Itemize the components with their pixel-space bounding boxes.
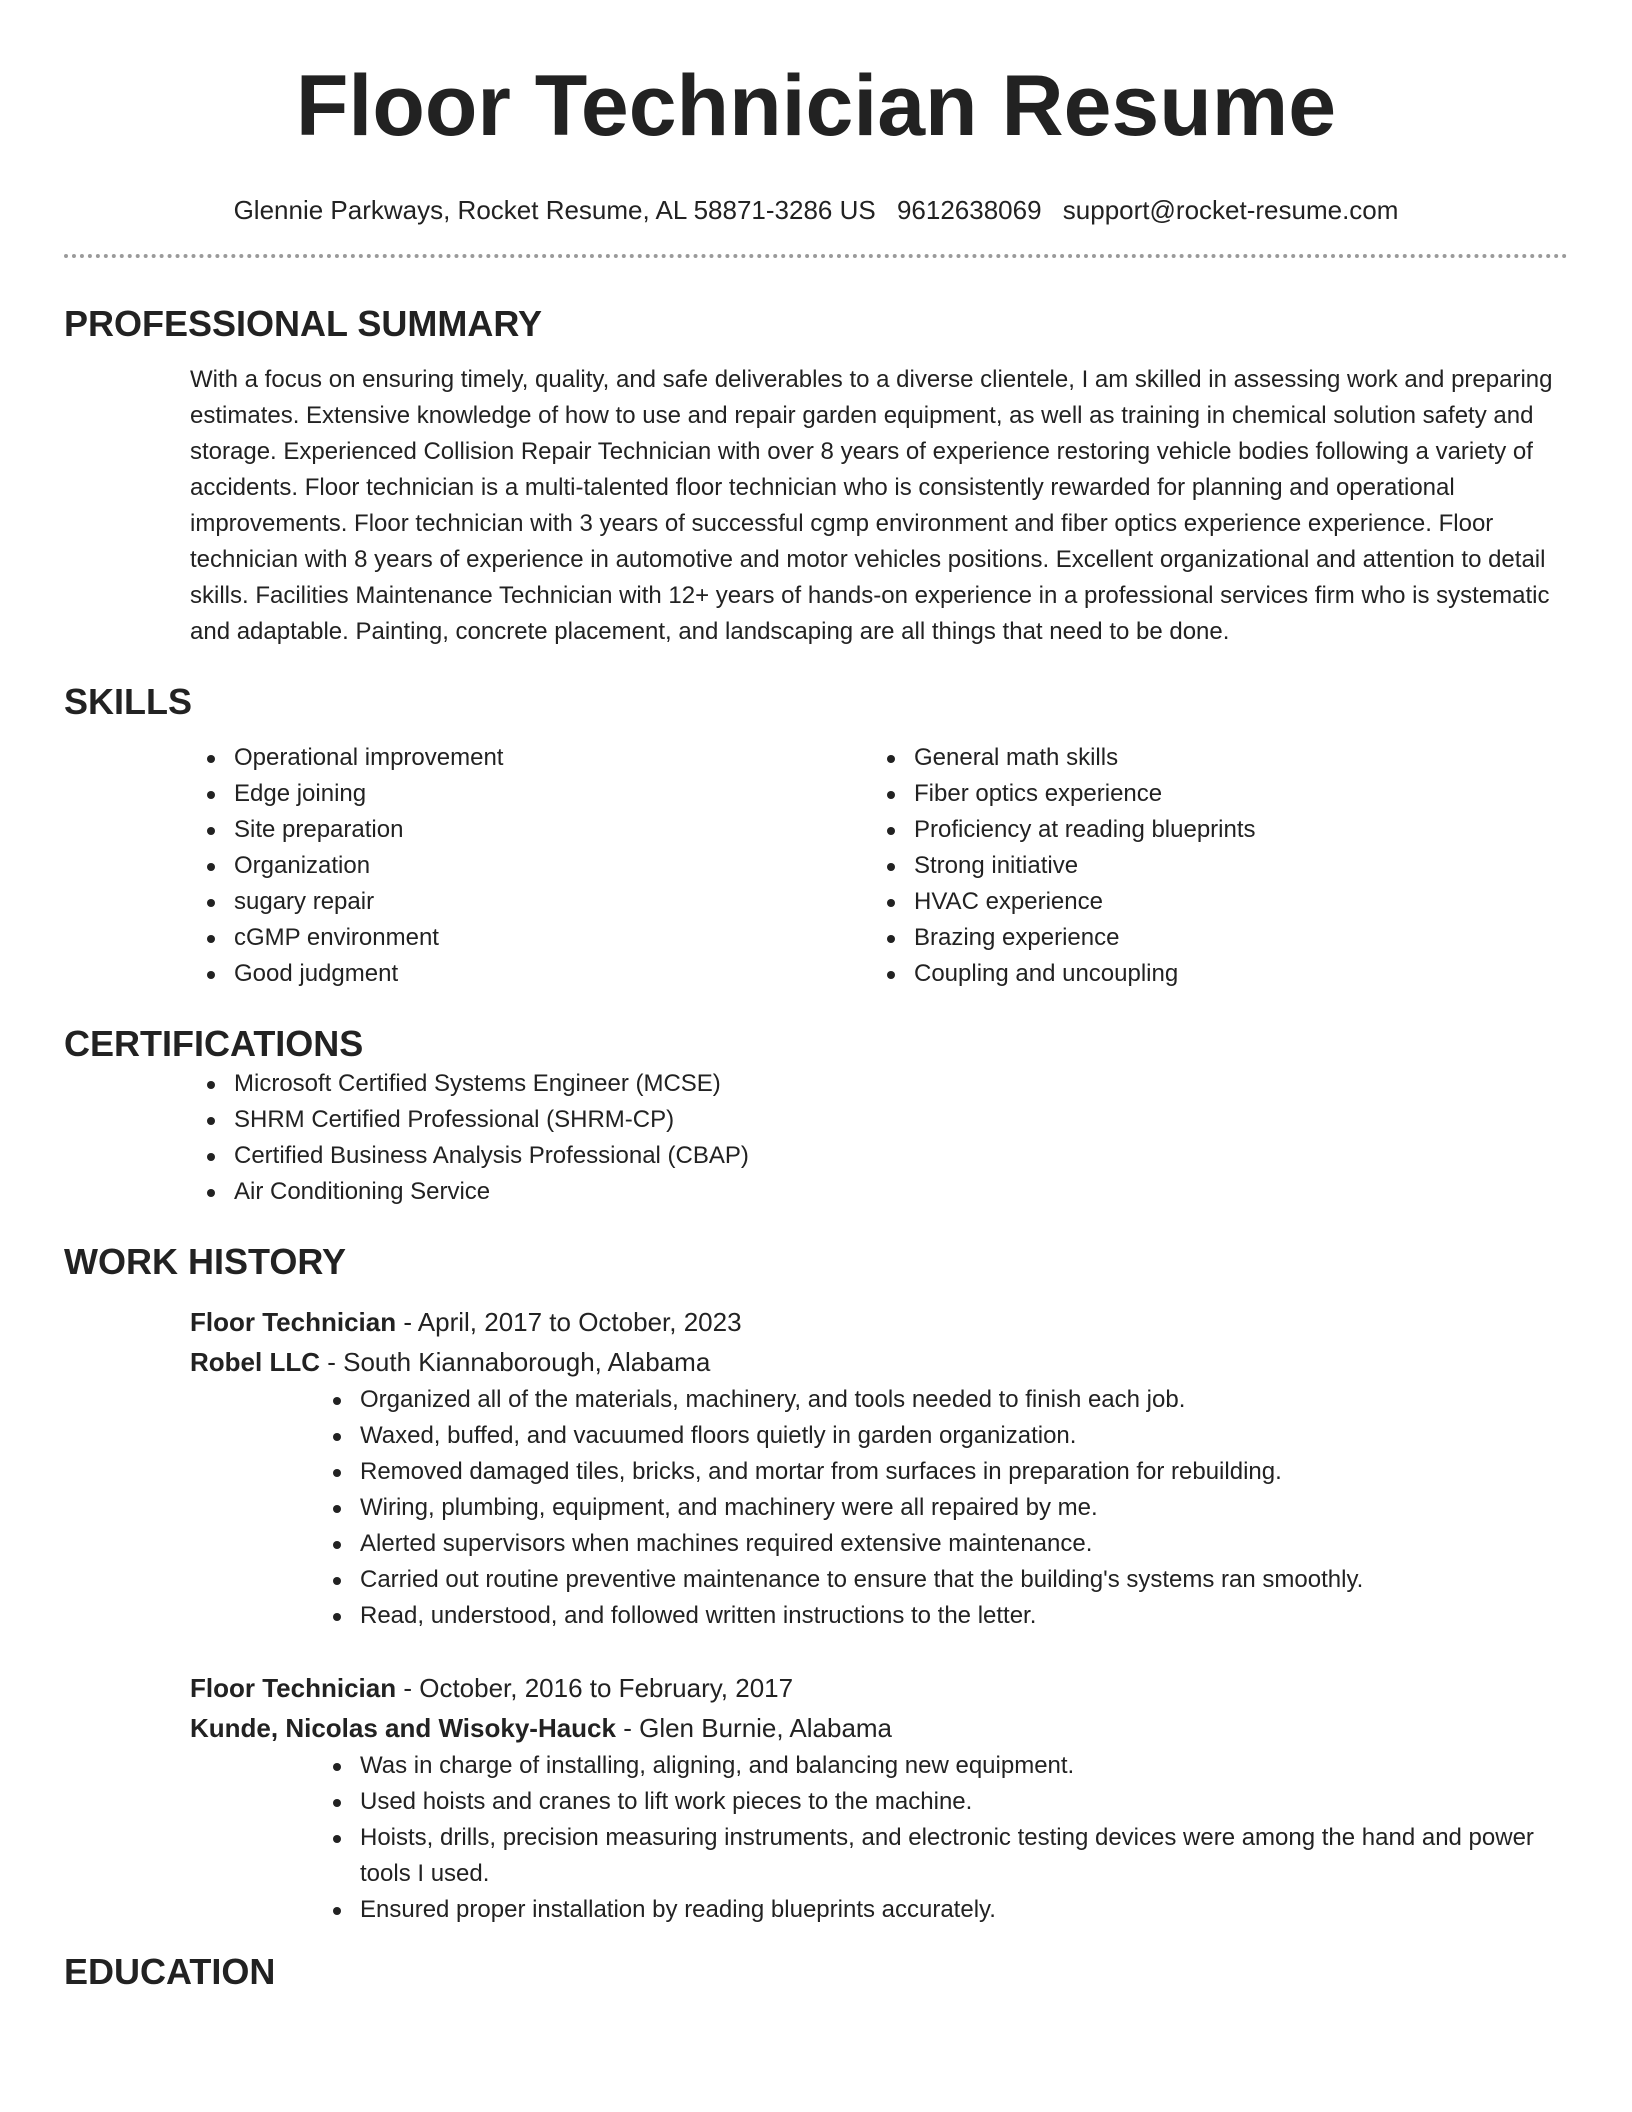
job-duty: Removed damaged tiles, bricks, and mortar from surfaces in preparation for rebuilding. (190, 1454, 1568, 1490)
job-duty: Alerted supervisors when machines required extensive maintenance. (190, 1526, 1568, 1562)
contact-line (64, 192, 1568, 228)
summary-text: With a focus on ensuring timely, quality, and safe deliverables to a diverse clientele, I am skilled in assessing work and preparing estimates. Extensive knowledge of how to use and repair garden equipment, as well as training in chemical solution safety and storage. Experienced Collision Repair Technician with over 8 years of experience restoring vehicle bodies following a variety of accidents. Floor technician is a multi-talented floor technician who is consistently rewarded for planning and operational improvements. Floor technician with 3 years of successful cgmp environment and fiber optics experience experience. Floor technician with 8 years of experience in automotive and motor vehicles positions. Excellent organizational and attention to detail skills. Facilities Maintenance Technician with 12+ years of hands-on experience in a professional services firm who is systematic and adaptable. Painting, concrete placement, and landscaping are all things that need to be done. (190, 366, 1553, 645)
skill-item: Proficiency at reading blueprints (744, 812, 1444, 848)
skill-item: Edge joining (64, 776, 744, 812)
job-company: Kunde, Nicolas and Wisoky-Hauck (190, 1713, 616, 1743)
job-location: - South Kiannaborough, Alabama (320, 1347, 711, 1377)
skill-item: HVAC experience (744, 884, 1444, 920)
job-duty: Waxed, buffed, and vacuumed floors quietly in garden organization. (190, 1418, 1568, 1454)
resume-title: Floor Technician Resume (295, 58, 1337, 154)
certification-item: Microsoft Certified Systems Engineer (MCSE) (64, 1066, 1568, 1102)
job-title: Floor Technician (190, 1307, 397, 1337)
contact-phone: 9612638069 (896, 195, 1042, 225)
header-divider (64, 254, 1568, 258)
job-title: Floor Technician (190, 1673, 397, 1703)
contact-address: Glennie Parkways, Rocket Resume, AL 58871-3286 US (233, 195, 876, 225)
job-dates: - April, 2017 to October, 2023 (396, 1307, 742, 1337)
skills-column-right (744, 740, 1444, 992)
section-heading-work-history: WORK HISTORY (64, 1241, 347, 1282)
job-duty: Ensured proper installation by reading blueprints accurately. (190, 1892, 1568, 1928)
skill-item: cGMP environment (64, 920, 744, 956)
skill-item: sugary repair (64, 884, 744, 920)
skill-item: Fiber optics experience (744, 776, 1444, 812)
skill-item: Coupling and uncoupling (744, 956, 1444, 992)
job-company: Robel LLC (190, 1347, 320, 1377)
job-entry (190, 1302, 1568, 1634)
section-heading-summary: PROFESSIONAL SUMMARY (64, 303, 543, 344)
job-title-line (190, 1668, 1568, 1708)
section-heading-certifications: CERTIFICATIONS (64, 1023, 364, 1064)
job-company-line (190, 1342, 1568, 1382)
job-entry (190, 1668, 1568, 1928)
job-duty: Carried out routine preventive maintenance to ensure that the building's systems ran smoothly. (190, 1562, 1568, 1598)
skill-item: General math skills (744, 740, 1444, 776)
skill-item: Operational improvement (64, 740, 744, 776)
job-duty: Wiring, plumbing, equipment, and machinery were all repaired by me. (190, 1490, 1568, 1526)
certification-item: Air Conditioning Service (64, 1174, 1568, 1210)
section-heading-education: EDUCATION (64, 1951, 276, 1992)
job-duties-list (190, 1748, 1568, 1928)
contact-email: support@rocket-resume.com (1062, 195, 1399, 225)
skill-item: Organization (64, 848, 744, 884)
skills-column-left (64, 740, 744, 992)
job-duty: Was in charge of installing, aligning, and balancing new equipment. (190, 1748, 1568, 1784)
certification-item: Certified Business Analysis Professional (CBAP) (64, 1138, 1568, 1174)
skill-item: Brazing experience (744, 920, 1444, 956)
job-duty: Hoists, drills, precision measuring instruments, and electronic testing devices were among the hand and power tools I used. (190, 1820, 1568, 1892)
job-location: - Glen Burnie, Alabama (615, 1713, 893, 1743)
skill-item: Good judgment (64, 956, 744, 992)
certifications-list (64, 1066, 1568, 1210)
job-duties-list (190, 1382, 1568, 1634)
job-dates: - October, 2016 to February, 2017 (396, 1673, 794, 1703)
skills-list (64, 740, 1568, 992)
job-title-line (190, 1302, 1568, 1342)
job-company-line (190, 1708, 1568, 1748)
job-duty: Used hoists and cranes to lift work pieces to the machine. (190, 1784, 1568, 1820)
job-duty: Read, understood, and followed written instructions to the letter. (190, 1598, 1568, 1634)
certification-item: SHRM Certified Professional (SHRM-CP) (64, 1102, 1568, 1138)
skill-item: Site preparation (64, 812, 744, 848)
job-duty: Organized all of the materials, machinery, and tools needed to finish each job. (190, 1382, 1568, 1418)
skill-item: Strong initiative (744, 848, 1444, 884)
section-heading-skills: SKILLS (64, 681, 193, 722)
